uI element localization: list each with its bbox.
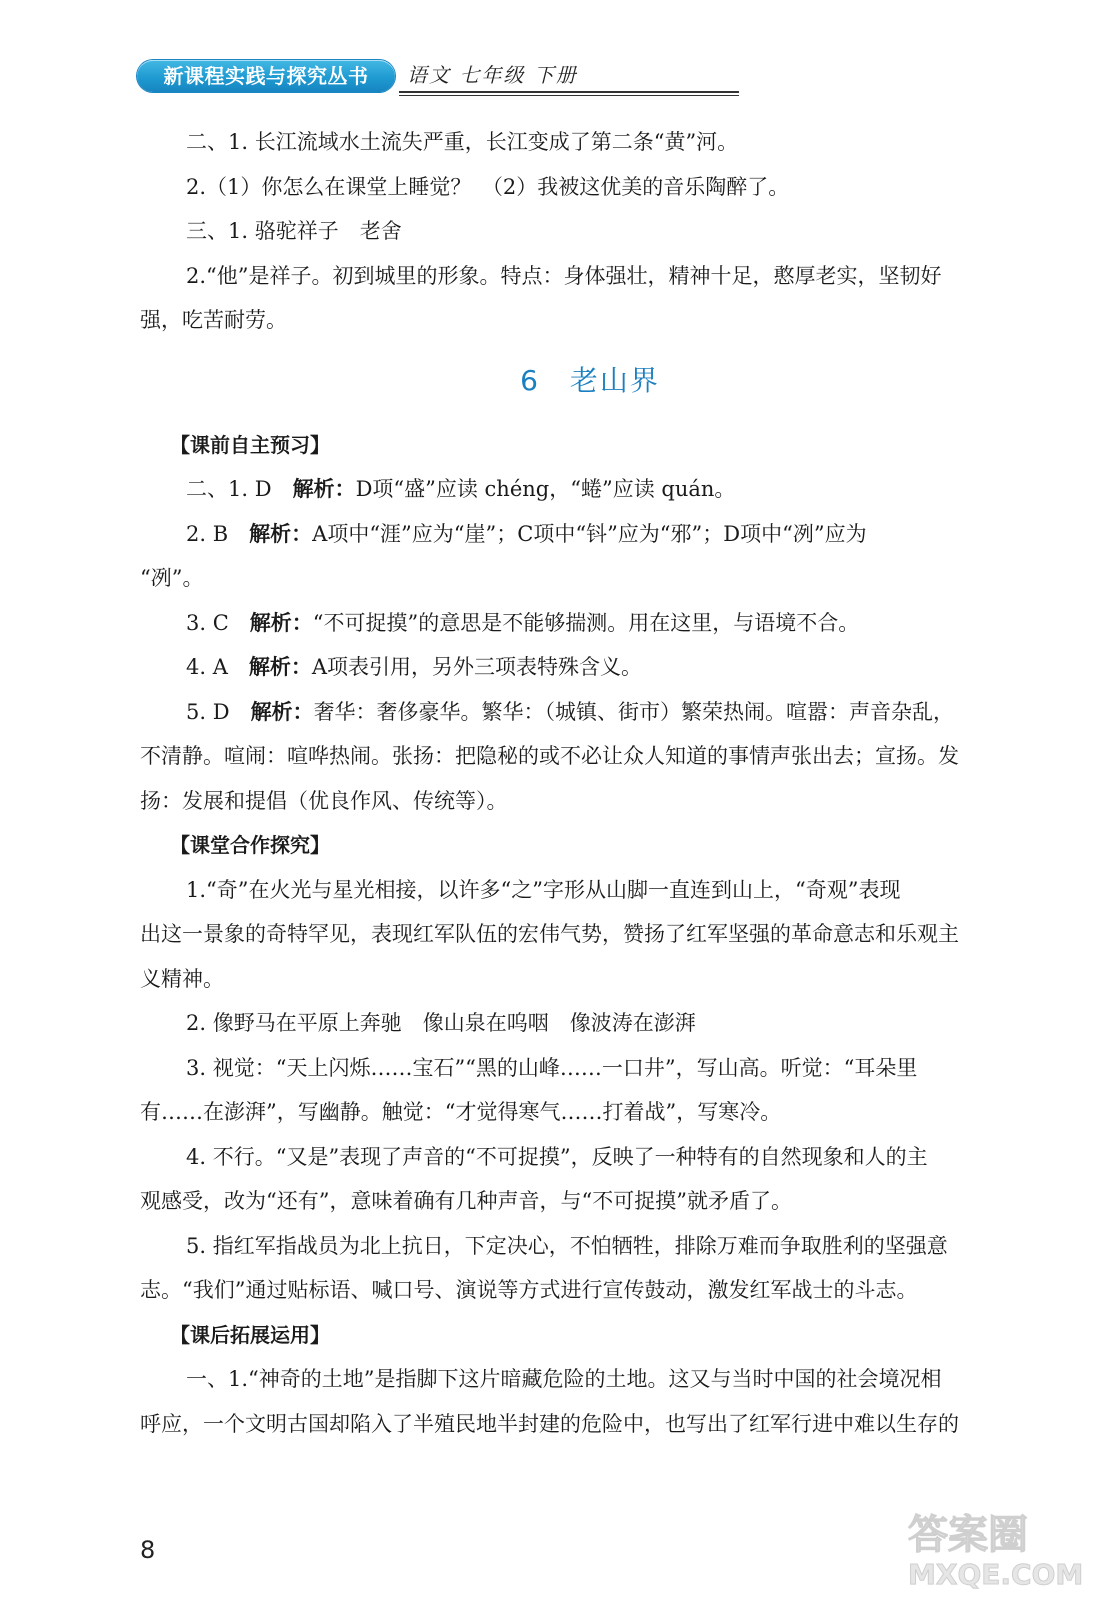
section-heading-extension: 【课后拓展运用】 bbox=[170, 1322, 330, 1347]
answer-line bbox=[140, 556, 1040, 601]
analysis-text: A项表引用，另外三项表特殊含义。 bbox=[311, 655, 643, 679]
answer-line: 2.（1）你怎么在课堂上睡觉？ （2）我被这优美的音乐陶醉了。 bbox=[186, 174, 790, 199]
analysis-text: “冽”。 bbox=[140, 566, 204, 590]
answer-line: 志。“我们”通过贴标语、喊口号、演说等方式进行宣传鼓动，激发红军战士的斗志。 bbox=[140, 1278, 918, 1302]
page-content bbox=[140, 120, 1040, 1446]
analysis-text: A项中“涯”应为“崖”；C项中“钭”应为“邪”；D项中“冽”应为 bbox=[312, 521, 867, 546]
header-rule bbox=[399, 91, 739, 93]
analysis-text: 不清静。喧闹：喧哗热闹。张扬：把隐秘的或不必让众人知道的事情声张出去；宣扬。发 bbox=[140, 744, 959, 768]
answer-line bbox=[140, 512, 1040, 557]
lesson-title: 6 老山界 bbox=[520, 363, 660, 397]
answer-line: 强，吃苦耐劳。 bbox=[140, 308, 287, 332]
answer-line bbox=[140, 779, 1040, 824]
analysis-label: 解析： bbox=[250, 699, 314, 724]
answer-line: 2. 像野马在平原上奔驰 像山泉在呜咽 像波涛在澎湃 bbox=[186, 1011, 696, 1035]
answer-line: 5. 指红军指战员为北上抗日，下定决心，不怕牺牲，排除万难而争取胜利的坚强意 bbox=[186, 1233, 948, 1258]
analysis-text: 奢华：奢侈豪华。繁华：（城镇、街市）繁荣热闹。喧嚣：声音杂乱， bbox=[313, 699, 955, 724]
watermark-title: 答案圈 bbox=[908, 1512, 1028, 1558]
answer-line: 三、1. 骆驼祥子 老舍 bbox=[186, 219, 402, 243]
answer-line: 1.“奇”在火光与星光相接，以许多“之”字形从山脚一直连到山上，“奇观”表现 bbox=[186, 877, 901, 902]
answer-line bbox=[140, 690, 1040, 735]
answer-line: 呼应，一个文明古国却陷入了半殖民地半封建的危险中，也写出了红军行进中难以生存的 bbox=[140, 1411, 959, 1436]
answer-prefix: 二、1. D bbox=[186, 477, 293, 501]
analysis-label: 解析： bbox=[292, 477, 356, 501]
watermark-logo bbox=[900, 1500, 1100, 1590]
analysis-label: 解析： bbox=[249, 610, 313, 635]
page-header bbox=[137, 60, 607, 94]
answer-prefix: 5. D bbox=[186, 699, 251, 724]
analysis-text: 扬：发展和提倡（优良作风、传统等）。 bbox=[140, 788, 508, 813]
answer-line: 义精神。 bbox=[140, 966, 224, 991]
book-info: 语文 七年级 下册 bbox=[407, 63, 578, 87]
answer-prefix: 2. B bbox=[186, 521, 250, 546]
answer-line bbox=[140, 467, 1040, 512]
analysis-text: “不可捉摸”的意思是不能够揣测。用在这里，与语境不合。 bbox=[312, 610, 860, 635]
section-heading-preview: 【课前自主预习】 bbox=[170, 432, 330, 457]
answer-line: 3. 视觉：“天上闪烁……宝石”“黑的山峰……一口井”，写山高。听觉：“耳朵里 bbox=[186, 1055, 918, 1080]
analysis-text: D项“盛”应读 chéng，“蜷”应读 quán。 bbox=[355, 477, 736, 501]
page-number: 8 bbox=[140, 1536, 156, 1564]
answer-prefix: 3. C bbox=[186, 610, 250, 635]
watermark-site: MXQE.COM bbox=[908, 1558, 1084, 1590]
answer-line bbox=[140, 734, 1040, 779]
answer-line: 出这一景象的奇特罕见，表现红军队伍的宏伟气势，赞扬了红军坚强的革命意志和乐观主 bbox=[140, 922, 959, 946]
answer-line: 一、1.“神奇的土地”是指脚下这片暗藏危险的土地。这又与当时中国的社会境况相 bbox=[186, 1367, 942, 1391]
answer-line: 4. 不行。“又是”表现了声音的“不可捉摸”，反映了一种特有的自然现象和人的主 bbox=[186, 1144, 928, 1169]
answer-line: 有……在澎湃”，写幽静。触觉：“才觉得寒气……打着战”，写寒冷。 bbox=[140, 1100, 782, 1124]
section-heading-classroom: 【课堂合作探究】 bbox=[170, 833, 330, 857]
answer-line bbox=[140, 645, 1040, 690]
header-rule-thin bbox=[399, 95, 739, 96]
answer-prefix: 4. A bbox=[186, 655, 249, 679]
answer-line: 2.“他”是祥子。初到城里的形象。特点：身体强壮，精神十足，憨厚老实，坚韧好 bbox=[186, 263, 942, 288]
analysis-label: 解析： bbox=[248, 655, 312, 679]
answer-line: 观感受，改为“还有”，意味着确有几种声音，与“不可捉摸”就矛盾了。 bbox=[140, 1189, 792, 1213]
series-badge: 新课程实践与探究丛书 bbox=[137, 60, 395, 92]
answer-line bbox=[140, 601, 1040, 646]
answer-line: 二、1. 长江流域水土流失严重，长江变成了第二条“黄”河。 bbox=[186, 130, 739, 154]
analysis-label: 解析： bbox=[249, 521, 313, 546]
